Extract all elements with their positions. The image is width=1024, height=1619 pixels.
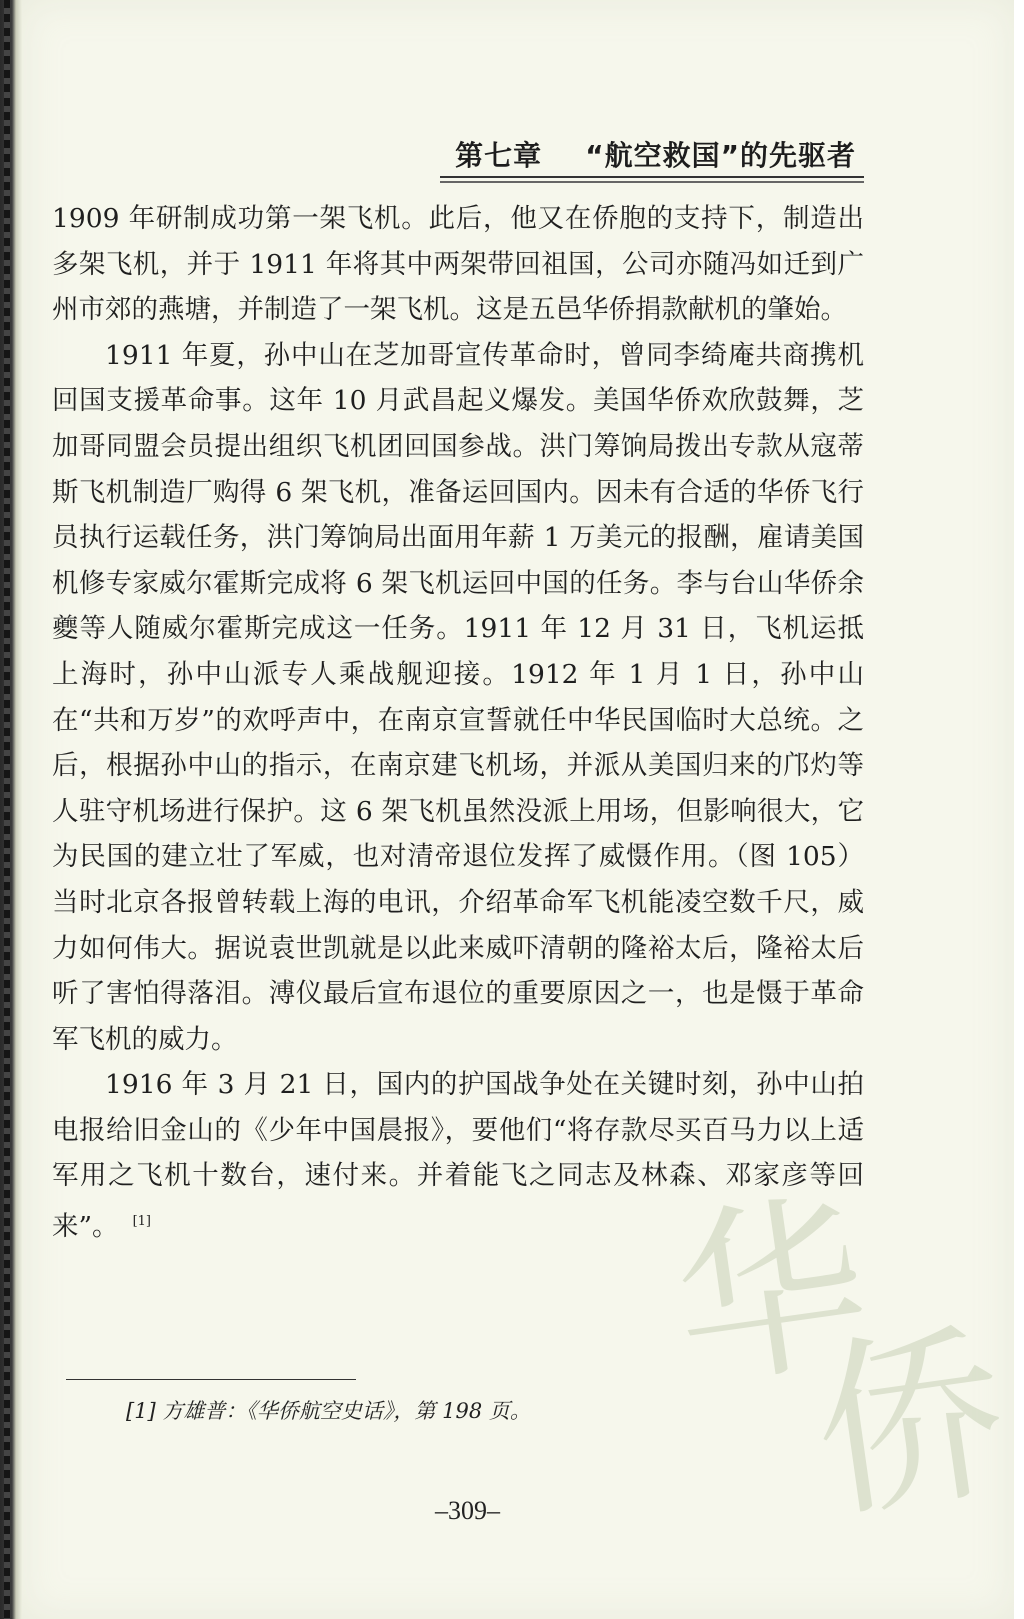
- footnote-reference: [1]: [132, 1214, 151, 1230]
- header-double-rule: [440, 176, 864, 183]
- paragraph-3: [52, 1062, 864, 1249]
- page-number: –309–: [435, 1496, 500, 1525]
- watermark-glyph-hua: 华: [661, 1170, 881, 1417]
- body-text: [52, 196, 864, 1249]
- running-header: [455, 134, 856, 174]
- footnote-divider: [66, 1379, 356, 1380]
- spine-binding: [4, 0, 10, 1619]
- paragraph-3-text: 1916 年 3 月 21 日，国内的护国战争处在关键时刻，孙中山拍电报给旧金山的《少年中国晨报》，要他们“将存款尽买百马力以上适军用之飞机十数台，速付来。并着能飞之同志及林森、邓家彦等回来”。: [52, 1069, 864, 1242]
- watermark-huaqiao: [661, 1170, 1021, 1547]
- paragraph-1: 1909 年研制成功第一架飞机。此后，他又在侨胞的支持下，制造出多架飞机，并于 1911 年将其中两架带回祖国，公司亦随冯如迁到广州市郊的燕塘，并制造了一架飞机。这是五邑华侨捐款献机的肇始。: [52, 203, 864, 326]
- footnote: [1] 方雄普：《华侨航空史话》，第 198 页。: [126, 1399, 531, 1423]
- chapter-title: “航空救国”的先驱者: [585, 139, 856, 172]
- paragraph-2: 1911 年夏，孙中山在芝加哥宣传革命时，曾同李绮庵共商携机回国支援革命事。这年 10 月武昌起义爆发。美国华侨欢欣鼓舞，芝加哥同盟会员提出组织飞机团回国参战。洪门筹饷局拨出专款从寇蒂斯飞机制造厂购得 6 架飞机，准备运回国内。因未有合适的华侨飞行员执行运载任务，洪门筹饷局出面用年薪 1 万美元的报酬，雇请美国机修专家威尔霍斯完成将 6 架飞机运回中国的任务。李与台山华侨余夔等人随威尔霍斯完成这一任务。1911 年 12 月 31 日，飞机运抵上海时，孙中山派专人乘战舰迎接。1912 年 1 月 1 日，孙中山在“共和万岁”的欢呼声中，在南京宣誓就任中华民国临时大总统。之后，根据孙中山的指示，在南京建飞机场，并派从美国归来的邝灼等人驻守机场进行保护。这 6 架飞机虽然没派上用场，但影响很大，它为民国的建立壮了军威，也对清帝退位发挥了威慑作用。（图 105）当时北京各报曾转载上海的电讯，介绍革命军飞机能凌空数千尺，威力如何伟大。据说袁世凯就是以此来威吓清朝的隆裕太后，隆裕太后听了害怕得落泪。溥仪最后宣布退位的重要原因之一，也是慑于革命军飞机的威力。: [52, 339, 864, 1055]
- book-spine-edge: [0, 0, 22, 1619]
- chapter-number: 第七章: [455, 139, 543, 172]
- watermark-glyph-qiao: 侨: [801, 1300, 1021, 1547]
